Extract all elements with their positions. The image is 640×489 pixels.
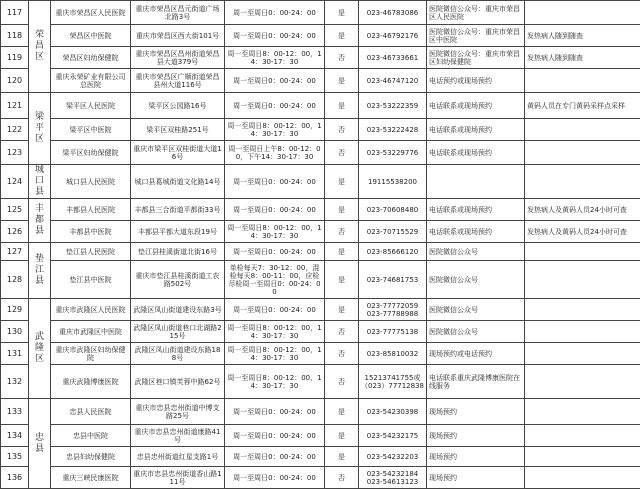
table-row <box>1 399 640 425</box>
booking-method: 电话联系重庆武隆博康医院在线服务 <box>427 365 525 399</box>
note: 发热病人随到随查 <box>525 25 640 47</box>
phone-number: 023-46783086 <box>359 1 427 25</box>
row-number: 130 <box>1 321 29 343</box>
note: 发热病人及黄码人员24小时可查 <box>525 199 640 221</box>
service-hours: 周一至周日0：00-24：00 <box>225 199 325 221</box>
hospital-name: 城口县人民医院 <box>51 165 131 199</box>
service-hours: 周一至周日8：00-12：00，14：30-17：30 <box>225 343 325 365</box>
is-24h-flag: 否 <box>325 221 359 243</box>
service-hours: 周一至周日上午8：00-12：00，下午14：30-17：30 <box>225 141 325 165</box>
is-24h-flag: 是 <box>325 1 359 25</box>
row-number: 131 <box>1 343 29 365</box>
hospital-name: 梁平区人民医院 <box>51 93 131 119</box>
hospital-address: 重庆市荣昌区西大街101号 <box>131 25 225 47</box>
service-hours: 周一至周日0：00-24：00 <box>225 25 325 47</box>
booking-method: 医院微信公众号 <box>427 299 525 321</box>
district-cell: 忠县 <box>29 399 51 489</box>
is-24h-flag: 是 <box>325 399 359 425</box>
hospital-address: 重庆市忠县忠州街道中博支路25号 <box>131 399 225 425</box>
table-row <box>1 425 640 447</box>
note <box>525 119 640 141</box>
hospital-name: 丰都县人民医院 <box>51 199 131 221</box>
row-number: 135 <box>1 447 29 467</box>
booking-method: 电话联系或现场预约 <box>427 221 525 243</box>
booking-method: 现场预约 <box>427 467 525 489</box>
hospital-name: 忠县人民医院 <box>51 399 131 425</box>
hospital-name: 重庆市武隆区人民医院 <box>51 299 131 321</box>
note <box>525 467 640 489</box>
hospital-address: 丰都县平都大道东段19号 <box>131 221 225 243</box>
service-hours: 周一至周日0：00-24：00 <box>225 299 325 321</box>
row-number: 134 <box>1 425 29 447</box>
row-number: 126 <box>1 221 29 243</box>
hospital-address: 重庆市荣昌区昌州街道荣昌县大道379号 <box>131 47 225 69</box>
note <box>525 321 640 343</box>
district-cell: 梁平区 <box>29 93 51 165</box>
is-24h-flag: 否 <box>325 119 359 141</box>
note <box>525 165 640 199</box>
table-row <box>1 343 640 365</box>
table-row <box>1 447 640 467</box>
booking-method: 电话联系或现场预约 <box>427 141 525 165</box>
note <box>525 425 640 447</box>
hospital-address: 重庆市垫江县桂溪街道工农路502号 <box>131 261 225 299</box>
row-number: 127 <box>1 243 29 261</box>
district-cell: 城口县 <box>29 165 51 199</box>
hospital-address: 重庆市荣昌区昌元街道广场北路3号 <box>131 1 225 25</box>
is-24h-flag: 否 <box>325 141 359 165</box>
is-24h-flag: 否 <box>325 321 359 343</box>
phone-number: 023-54232175 <box>359 425 427 447</box>
is-24h-flag: 是 <box>325 93 359 119</box>
table-row <box>1 243 640 261</box>
hospital-address: 武隆区凤山街道建设东路188号 <box>131 343 225 365</box>
table-row <box>1 119 640 141</box>
phone-number: 15213741755或（023）77712838 <box>359 365 427 399</box>
booking-method: 现场预约 <box>427 425 525 447</box>
note <box>525 1 640 25</box>
hospital-address: 梁平区公园路16号 <box>131 93 225 119</box>
hospital-name: 重庆市武隆区中医院 <box>51 321 131 343</box>
hospital-address: 忠县忠州街道红星支路1号 <box>131 447 225 467</box>
hospital-name: 重庆市武隆区妇幼保健院 <box>51 343 131 365</box>
booking-method: 现场预约 <box>427 447 525 467</box>
booking-method: 现场预约或电话预约 <box>427 343 525 365</box>
service-hours: 周一至周日8：00-12：00，14：30-17：30 <box>225 365 325 399</box>
table-body <box>1 1 640 489</box>
service-hours: 周一至周日0：00-24：00 <box>225 93 325 119</box>
phone-number: 023-53222359 <box>359 93 427 119</box>
hospital-address: 城口县葛城街道文化路14号 <box>131 165 225 199</box>
table-row <box>1 69 640 93</box>
note: 发热病人随到随查 <box>525 47 640 69</box>
note <box>525 343 640 365</box>
service-hours: 周一至周日0：00-24：00 <box>225 399 325 425</box>
table-row <box>1 141 640 165</box>
table-row <box>1 261 640 299</box>
phone-number: 023-53222428 <box>359 119 427 141</box>
phone-number: 023-77775138 <box>359 321 427 343</box>
is-24h-flag: 是 <box>325 261 359 299</box>
row-number: 132 <box>1 365 29 399</box>
table-row <box>1 321 640 343</box>
district-cell: 荣昌区 <box>29 1 51 93</box>
is-24h-flag: 是 <box>325 447 359 467</box>
table-row <box>1 467 640 489</box>
booking-method: 医院微信公众号 <box>427 321 525 343</box>
booking-method <box>427 165 525 199</box>
is-24h-flag: 是 <box>325 69 359 93</box>
is-24h-flag: 是 <box>325 25 359 47</box>
phone-number: 023-54230398 <box>359 399 427 425</box>
hospital-name: 垫江县人民医院 <box>51 243 131 261</box>
note <box>525 69 640 93</box>
phone-number: 023-85810032 <box>359 343 427 365</box>
service-hours: 周一至周日0：00-24：00 <box>225 425 325 447</box>
is-24h-flag: 是 <box>325 299 359 321</box>
booking-method: 电话预约或现场预约 <box>427 69 525 93</box>
row-number: 120 <box>1 69 29 93</box>
phone-number: 023-85666120 <box>359 243 427 261</box>
hospital-address: 垫江县桂溪街道北街16号 <box>131 243 225 261</box>
table-row <box>1 93 640 119</box>
row-number: 124 <box>1 165 29 199</box>
service-hours: 周一至周日0：00-24：00 <box>225 243 325 261</box>
district-cell: 武隆区 <box>29 299 51 399</box>
is-24h-flag: 否 <box>325 467 359 489</box>
phone-number: 023-70715529 <box>359 221 427 243</box>
row-number: 121 <box>1 93 29 119</box>
is-24h-flag: 是 <box>325 199 359 221</box>
service-hours: 周一至周日0：00-24：00 <box>225 447 325 467</box>
service-hours: 周一至周日8：00-12：00，14：30-17：30 <box>225 221 325 243</box>
hospital-address: 武隆区巷口镇芙蓉中路62号 <box>131 365 225 399</box>
phone-number: 023-54232203 <box>359 447 427 467</box>
hospital-address: 丰都县三合街道平都街33号 <box>131 199 225 221</box>
hospital-name: 荣昌区中医院 <box>51 25 131 47</box>
phone-number: 023-77772059 023-77788988 <box>359 299 427 321</box>
phone-number: 023-54232184 023-54613123 <box>359 467 427 489</box>
hospital-name: 忠县妇幼保健院 <box>51 447 131 467</box>
booking-method: 现场预约 <box>427 399 525 425</box>
is-24h-flag: 否 <box>325 365 359 399</box>
row-number: 129 <box>1 299 29 321</box>
hospital-address: 梁平区双桂路251号 <box>131 119 225 141</box>
row-number: 118 <box>1 25 29 47</box>
hospital-name: 重庆武隆博康医院 <box>51 365 131 399</box>
row-number: 122 <box>1 119 29 141</box>
hospital-address: 重庆市荣昌区广顺街道荣昌县州大道116号 <box>131 69 225 93</box>
service-hours: 周一至周日8：00-12：00，14：30-17：30 <box>225 119 325 141</box>
is-24h-flag: 否 <box>325 47 359 69</box>
booking-method: 医院微信公众号 <box>427 243 525 261</box>
hospital-name: 重庆市荣昌区人民医院 <box>51 1 131 25</box>
service-hours: 周一至周日0：00-24：00 <box>225 165 325 199</box>
table-row <box>1 1 640 25</box>
note <box>525 141 640 165</box>
hospital-address: 重庆市梁平区双桂街道大道16号 <box>131 141 225 165</box>
table-row <box>1 199 640 221</box>
hospital-name: 忠县中医院 <box>51 425 131 447</box>
hospital-address: 重庆市忠县忠州街道香山路111号 <box>131 467 225 489</box>
table-row <box>1 165 640 199</box>
district-cell: 丰都县 <box>29 199 51 243</box>
hospital-name: 垫江县中医院 <box>51 261 131 299</box>
hospital-name: 重庆三峡民康医院 <box>51 467 131 489</box>
phone-number: 023-53229776 <box>359 141 427 165</box>
hospital-name: 梁平区妇幼保健院 <box>51 141 131 165</box>
note <box>525 243 640 261</box>
note: 黄码人员在专门黄码采样点采样 <box>525 93 640 119</box>
booking-method: 电话联系或现场预约 <box>427 119 525 141</box>
row-number: 123 <box>1 141 29 165</box>
table-row <box>1 365 640 399</box>
table-row <box>1 47 640 69</box>
service-hours: 周一至周日0：00-24：00 <box>225 69 325 93</box>
phone-number: 19115538200 <box>359 165 427 199</box>
hospital-address: 武隆区凤山街道巷口北湖路215号 <box>131 321 225 343</box>
row-number: 117 <box>1 1 29 25</box>
hospital-name: 丰都县中医院 <box>51 221 131 243</box>
note <box>525 447 640 467</box>
row-number: 128 <box>1 261 29 299</box>
booking-method: 医院微信公众号：重庆市荣昌区中医院 <box>427 25 525 47</box>
booking-method: 医院微信公众号：重庆市荣昌区妇幼保健院 <box>427 47 525 69</box>
booking-method: 医院微信公众号 <box>427 261 525 299</box>
hospital-name: 荣昌区妇幼保健院 <box>51 47 131 69</box>
note <box>525 365 640 399</box>
phone-number: 023-46733661 <box>359 47 427 69</box>
hospital-address: 武隆区凤山街道建设东路3号 <box>131 299 225 321</box>
service-hours: 周一至周日0：00-24：00 <box>225 1 325 25</box>
is-24h-flag: 是 <box>325 165 359 199</box>
row-number: 119 <box>1 47 29 69</box>
booking-method: 医院微信公众号：重庆市荣昌区人民医院 <box>427 1 525 25</box>
note: 发热病人及黄码人员24小时可查 <box>525 221 640 243</box>
table-row <box>1 25 640 47</box>
booking-method: 电话联系或现场预约 <box>427 199 525 221</box>
service-hours: 周一至周日8：00-12：00，14：30-17：30 <box>225 47 325 69</box>
is-24h-flag: 否 <box>325 343 359 365</box>
note <box>525 299 640 321</box>
booking-method: 电话联系或现场预约 <box>427 93 525 119</box>
hospital-address: 重庆市忠县忠州街道康路41号 <box>131 425 225 447</box>
district-cell: 垫江县 <box>29 243 51 299</box>
row-number: 125 <box>1 199 29 221</box>
service-hours: 周一至周日8：00-12：00，14：30-17：30 <box>225 321 325 343</box>
row-number: 133 <box>1 399 29 425</box>
hospital-name: 重庆永荣矿业有限公司总医院 <box>51 69 131 93</box>
phone-number: 023-46792176 <box>359 25 427 47</box>
row-number: 136 <box>1 467 29 489</box>
table-row <box>1 221 640 243</box>
table-row <box>1 299 640 321</box>
is-24h-flag: 是 <box>325 425 359 447</box>
service-hours: 周一至周日0：00-24：00 <box>225 467 325 489</box>
phone-number: 023-70608480 <box>359 199 427 221</box>
note <box>525 399 640 425</box>
hospital-name: 梁平区中医院 <box>51 119 131 141</box>
is-24h-flag: 是 <box>325 243 359 261</box>
phone-number: 023-74681753 <box>359 261 427 299</box>
service-hours: 单检每天7：30-12：00，混检每天8：00-11：00，应检尽检周一至周日0：00-24：00 <box>225 261 325 299</box>
phone-number: 023-46747120 <box>359 69 427 93</box>
note <box>525 261 640 299</box>
